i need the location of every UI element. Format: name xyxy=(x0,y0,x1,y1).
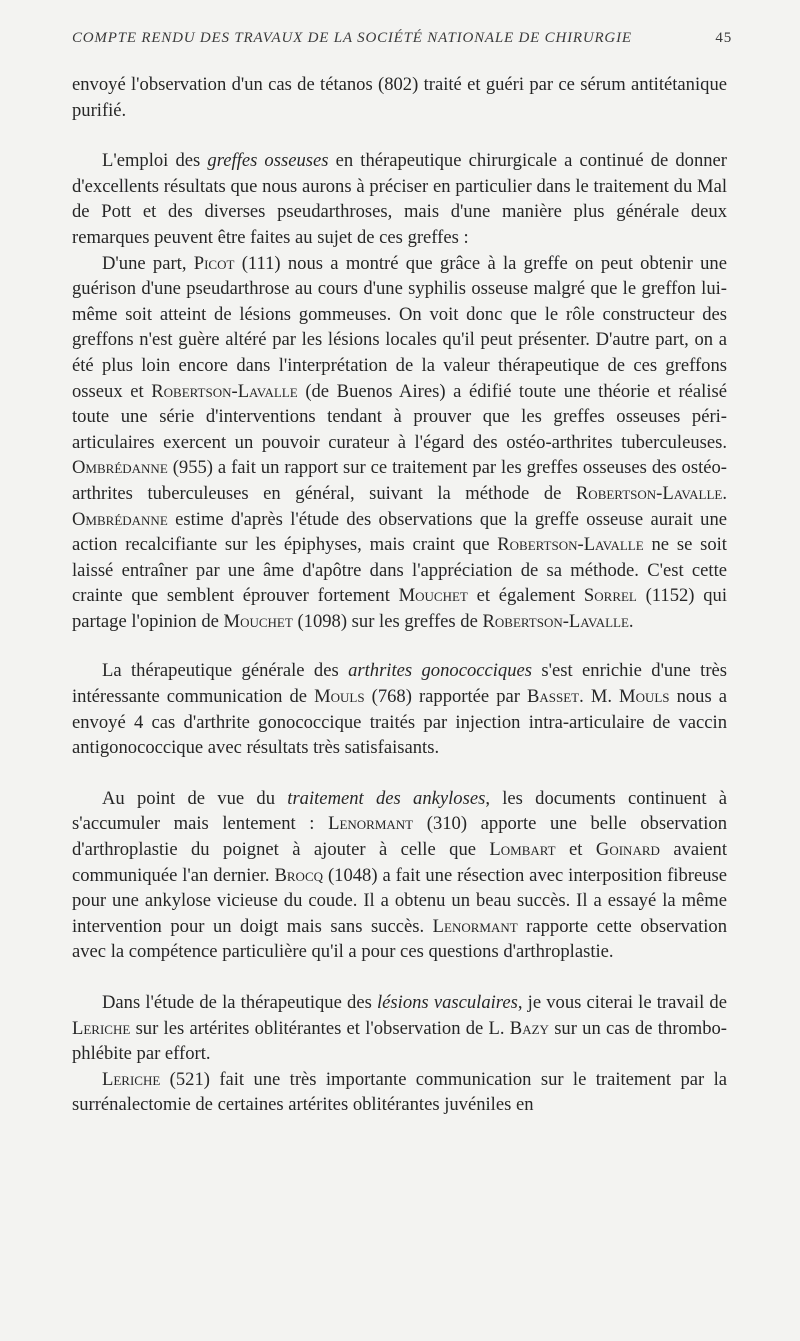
text-run: L'emploi des xyxy=(102,150,208,172)
author-name: Ombrédanne xyxy=(72,508,168,530)
text-run: nous a envoyé 4 cas d'arthrite gonococcique traités par injection intra-articulaire de vaccin antigonococcique avec résultats très satisfaisants. xyxy=(72,686,727,759)
author-name: Brocq xyxy=(274,864,324,886)
text-run: avaient communiquée l'an dernier. xyxy=(72,839,728,886)
text-run: sur les artérites oblitérantes et l'observation de xyxy=(130,1017,489,1039)
paragraph-arthrites-gonococciques xyxy=(72,658,727,760)
author-name: Robertson-Lavalle xyxy=(497,534,644,556)
paragraph-ankyloses xyxy=(72,786,727,965)
author-name: Ombrédanne xyxy=(72,457,168,479)
text-run: s'est enrichie d'une très intéressante communication de xyxy=(72,660,727,708)
text-run: D'une part, xyxy=(102,252,194,274)
text-run: (1048) a fait une résection avec interposition fibreuse pour une ankylose vicieuse du coude. Il a obtenu un beau succès. Il a essayé la même intervention pour un doigt mais sans succès. xyxy=(72,864,727,937)
author-name: Lombart xyxy=(489,839,556,861)
text-run: et xyxy=(555,839,596,861)
text-run: (310) apporte une belle observation d'arthroplastie du poignet à ajouter à celle que xyxy=(72,813,727,861)
emphasis-lesions-vasculaires: lésions vasculaires xyxy=(377,992,518,1013)
running-header xyxy=(72,30,732,47)
text-run: et également xyxy=(467,585,584,607)
author-name: Robertson-Lavalle xyxy=(151,380,298,402)
author-name: Goinard xyxy=(595,839,660,861)
text-run: (521) fait une très importante communication sur le traitement par la surrénalectomie de certaines artérites oblitérantes juvéniles en xyxy=(72,1068,727,1116)
text-run: (1098) sur les greffes de xyxy=(292,610,483,632)
text-run: . xyxy=(628,610,634,632)
paragraph-robertson-lavalle xyxy=(72,251,727,635)
text-run: (768) rapportée par xyxy=(364,686,527,708)
paragraph-lesions-vasculaires xyxy=(72,990,727,1067)
paragraph-surrenalectomie xyxy=(72,1067,727,1118)
author-name: Lenormant xyxy=(432,915,518,937)
text-run: . xyxy=(722,482,727,504)
author-name: Mouchet xyxy=(223,610,293,632)
text-run: (955) a fait un rapport sur ce traitement par les greffes osseuses des ostéo-arthrites tuberculeuses en général, suivant la méthode de xyxy=(72,457,727,504)
text-run: ne se soit laissé entraîner par une âme d'apôtre dans l'appréciation de sa méthode. C'est cette crainte que semblent éprouver fortement xyxy=(72,534,727,607)
text-run: Au point de vue du xyxy=(102,787,288,809)
text-run: estime d'après l'étude des observations que la greffe osseuse aurait une action recalcifiante sur les épiphyses, mais craint que xyxy=(72,508,727,556)
page-body xyxy=(72,72,727,1118)
text-run: . M. xyxy=(579,686,620,708)
text-run: (de Buenos Aires) a édifié toute une théorie et réalisé toute une série d'interventions tendant à prouver que les greffes osseuses péri-articulaires exercent un pouvoir curateur à l'égard des ostéo-arthrites tuberculeuses. xyxy=(72,380,727,453)
emphasis-arthrites-gonococciques: arthrites gonococciques xyxy=(348,660,533,682)
author-name: Mouls xyxy=(314,686,365,708)
emphasis-traitement-ankyloses: traitement des ankyloses xyxy=(287,787,486,809)
author-name: Mouchet xyxy=(398,585,468,607)
text-run: sur un cas de thrombo-phlébite par effort. xyxy=(72,1017,727,1065)
text-run: , je vous citerai le travail de xyxy=(517,992,727,1013)
author-name: Leriche xyxy=(102,1068,161,1090)
running-title: COMPTE RENDU DES TRAVAUX DE LA SOCIÉTÉ NATIONALE DE CHIRURGIE xyxy=(72,30,632,46)
author-name: Leriche xyxy=(72,1017,131,1039)
author-name: Mouls xyxy=(619,686,670,708)
text-run: Dans l'étude de la thérapeutique des xyxy=(102,992,377,1013)
paragraph-tetanos: envoyé l'observation d'un cas de tétanos (802) traité et guéri par ce sérum antitétanique purifié. xyxy=(72,74,727,121)
paragraph-greffes-osseuses xyxy=(72,148,727,250)
author-name: Robertson-Lavalle xyxy=(482,610,629,632)
author-name: Robertson-Lavalle xyxy=(575,482,723,504)
author-name: Lenormant xyxy=(328,813,414,835)
text-run: , les documents continuent à s'accumuler mais lentement : xyxy=(72,787,728,835)
emphasis-greffes-osseuses: greffes osseuses xyxy=(207,150,329,172)
text-run: (111) nous a montré que grâce à la greffe on peut obtenir une guérison d'une pseudarthrose au cours d'une syphilis osseuse malgré que le greffon lui-même soit atteint de lésions gommeuses. On voit donc que le rôle constructeur des greffons n'est guère altéré par les lésions locales qu'il peut présenter. D'autre part, on a été plus loin encore dans l'interprétation de la valeur thérapeutique de ces greffons osseux et xyxy=(72,252,727,402)
page-number: 45 xyxy=(715,30,732,46)
text-run: La thérapeutique générale des xyxy=(102,660,349,682)
text-run: rapporte cette observation avec la compétence particulière qu'il a pour ces questions d'arthroplastie. xyxy=(72,915,727,963)
text-run: (1152) qui partage l'opinion de xyxy=(72,585,727,632)
author-name: L. Bazy xyxy=(488,1017,549,1039)
author-name: Basset xyxy=(526,686,580,708)
author-name: Sorrel xyxy=(583,585,637,607)
text-run: en thérapeutique chirurgicale a continué de donner d'excellents résultats que nous aurons à préciser en particulier dans le traitement du Mal de Pott et des diverses pseudarthroses, mais d'une manière plus générale deux remarques peuvent être faites au sujet de ces greffes : xyxy=(72,150,728,248)
author-name: Picot xyxy=(193,252,235,274)
